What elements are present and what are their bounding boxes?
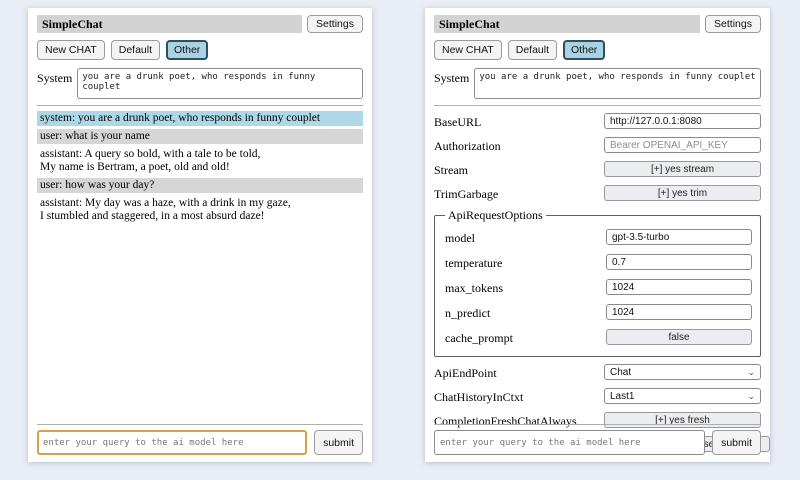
temperature-input[interactable] xyxy=(606,254,752,270)
n-predict-label: n_predict xyxy=(445,306,491,320)
api-endpoint-selected-value: Chat xyxy=(610,366,632,378)
chat-message-line: assistant: A query so bold, with a tale to be told, xyxy=(40,148,261,160)
fresh-chat-label: CompletionFreshChatAlways xyxy=(434,414,577,428)
model-label: model xyxy=(445,231,475,245)
chat-message-user xyxy=(37,178,363,193)
tab-new-chat[interactable]: New CHAT xyxy=(434,40,502,60)
settings-panel xyxy=(425,8,770,462)
app-title: SimpleChat xyxy=(434,15,700,33)
chat-message-line: My name is Bertram, a poet, old and old! xyxy=(40,161,230,173)
settings-list xyxy=(434,112,761,453)
chat-message-line: assistant: My day was a haze, with a drink in my gaze, xyxy=(40,197,291,209)
authorization-label: Authorization xyxy=(434,139,501,153)
authorization-input[interactable] xyxy=(604,137,761,153)
chevron-down-icon: ⌄ xyxy=(747,390,755,401)
cache-prompt-toggle-button[interactable]: false xyxy=(606,329,752,345)
system-prompt-row xyxy=(37,68,363,99)
chat-message-user xyxy=(37,129,363,144)
chat-message-list xyxy=(37,111,363,224)
divider xyxy=(434,424,761,425)
api-endpoint-label: ApiEndPoint xyxy=(434,366,497,380)
temperature-label: temperature xyxy=(445,256,503,270)
stream-label: Stream xyxy=(434,163,468,177)
settings-button[interactable]: Settings xyxy=(705,15,761,33)
app-title: SimpleChat xyxy=(37,15,302,33)
system-prompt-label: System xyxy=(434,71,470,85)
model-input[interactable] xyxy=(606,229,752,245)
setting-row-trimgarbage xyxy=(434,184,761,202)
query-bar xyxy=(37,418,363,455)
chat-session-tabs xyxy=(434,40,761,60)
setting-row-api-endpoint xyxy=(434,363,761,381)
tab-other[interactable]: Other xyxy=(563,40,605,60)
chevron-down-icon: ⌄ xyxy=(747,366,755,377)
chat-history-label: ChatHistoryInCtxt xyxy=(434,390,524,404)
tab-other[interactable]: Other xyxy=(166,40,208,60)
system-prompt-label: System xyxy=(37,71,73,85)
chat-panel xyxy=(28,8,372,462)
chat-message-line: user: what is your name xyxy=(40,130,150,142)
trimgarbage-label: TrimGarbage xyxy=(434,187,499,201)
settings-button[interactable]: Settings xyxy=(307,15,363,33)
query-bar xyxy=(434,418,761,455)
tab-default[interactable]: Default xyxy=(111,40,160,60)
system-prompt-textarea[interactable] xyxy=(77,68,363,99)
header-bar xyxy=(434,15,761,33)
setting-row-max-tokens xyxy=(445,278,752,296)
setting-row-cache-prompt xyxy=(445,328,752,346)
header-bar xyxy=(37,15,363,33)
setting-row-temperature xyxy=(445,253,752,271)
divider xyxy=(37,105,363,106)
cache-prompt-label: cache_prompt xyxy=(445,331,513,345)
setting-row-chat-history xyxy=(434,387,761,405)
chat-message-assistant xyxy=(37,196,363,224)
setting-row-model xyxy=(445,228,752,246)
max-tokens-label: max_tokens xyxy=(445,281,503,295)
chat-message-line: user: how was your day? xyxy=(40,179,155,191)
divider xyxy=(434,105,761,106)
system-prompt-row xyxy=(434,68,761,99)
max-tokens-input[interactable] xyxy=(606,279,752,295)
submit-button[interactable]: submit xyxy=(712,430,761,455)
chat-message-assistant xyxy=(37,147,363,175)
role-prefix-toggle-button[interactable]: insert xyxy=(613,436,770,452)
divider xyxy=(37,424,363,425)
chat-history-select[interactable] xyxy=(604,388,761,404)
query-input[interactable] xyxy=(434,430,705,455)
stream-toggle-button[interactable]: [+] yes stream xyxy=(604,161,761,177)
chat-session-tabs xyxy=(37,40,363,60)
trimgarbage-toggle-button[interactable]: [+] yes trim xyxy=(604,185,761,201)
tab-new-chat[interactable]: New CHAT xyxy=(37,40,105,60)
setting-row-n-predict xyxy=(445,303,752,321)
query-input[interactable] xyxy=(37,430,307,455)
api-request-options-fieldset xyxy=(434,208,761,357)
baseurl-label: BaseURL xyxy=(434,115,482,129)
setting-row-authorization xyxy=(434,136,761,154)
chat-message-system xyxy=(37,111,363,126)
chat-message-line: I stumbled and staggered, in a most absurd daze! xyxy=(40,210,265,222)
api-endpoint-select[interactable] xyxy=(604,364,761,380)
api-request-options-legend: ApiRequestOptions xyxy=(448,208,543,222)
tab-default[interactable]: Default xyxy=(508,40,557,60)
chat-message-line: system: you are a drunk poet, who responds in funny couplet xyxy=(40,112,321,124)
submit-button[interactable]: submit xyxy=(314,430,363,455)
system-prompt-textarea[interactable] xyxy=(474,68,761,99)
chat-history-selected-value: Last1 xyxy=(610,390,635,402)
n-predict-input[interactable] xyxy=(606,304,752,320)
setting-row-stream xyxy=(434,160,761,178)
fresh-chat-toggle-button[interactable]: [+] yes fresh xyxy=(604,412,761,428)
baseurl-input[interactable] xyxy=(604,113,761,129)
setting-row-baseurl xyxy=(434,112,761,130)
